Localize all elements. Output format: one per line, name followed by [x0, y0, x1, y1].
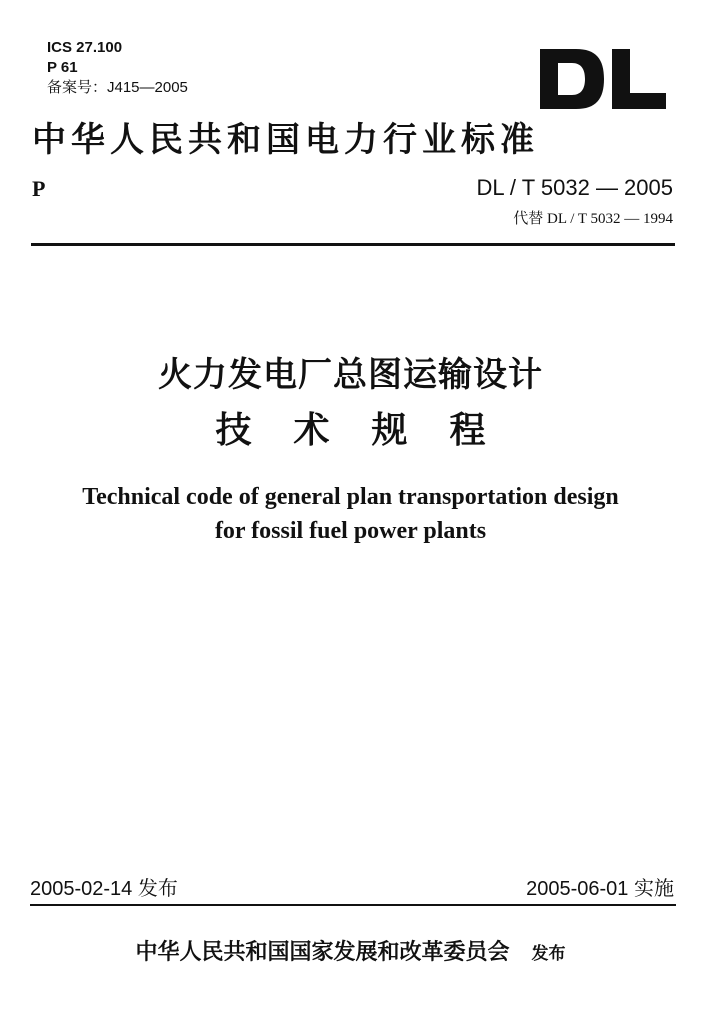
implementation-date: 2005-06-01 实施 — [526, 878, 674, 900]
filing-number: 备案号：J415—2005 — [47, 79, 188, 96]
classification-block — [47, 38, 188, 98]
english-title-line-1: Technical code of general plan transportation design — [82, 484, 619, 510]
header-divider — [31, 243, 675, 246]
issue-action: 发布 — [531, 944, 566, 964]
issuer-name: 中华人民共和国国家发展和改革委员会 — [135, 940, 510, 965]
english-title-line-2: for fossil fuel power plants — [214, 518, 487, 544]
replaces-standard: 代替 DL / T 5032 — 1994 — [513, 211, 673, 227]
chinese-title-line-2: 技术规程 — [215, 410, 528, 451]
standard-body-title: 中华人民共和国电力行业标准 — [32, 120, 539, 160]
issuing-authority — [0, 938, 701, 969]
standard-class-letter: P — [32, 176, 46, 201]
ics-code: ICS 27.100 — [47, 39, 123, 56]
footer-divider — [30, 904, 676, 906]
standard-number: DL / T 5032 — 2005 — [476, 175, 673, 200]
issue-date: 2005-02-14 发布 — [30, 878, 178, 900]
chinese-title-line-1: 火力发电厂总图运输设计 — [158, 355, 543, 395]
dl-logo — [538, 47, 668, 111]
category-code: P 61 — [47, 59, 78, 76]
